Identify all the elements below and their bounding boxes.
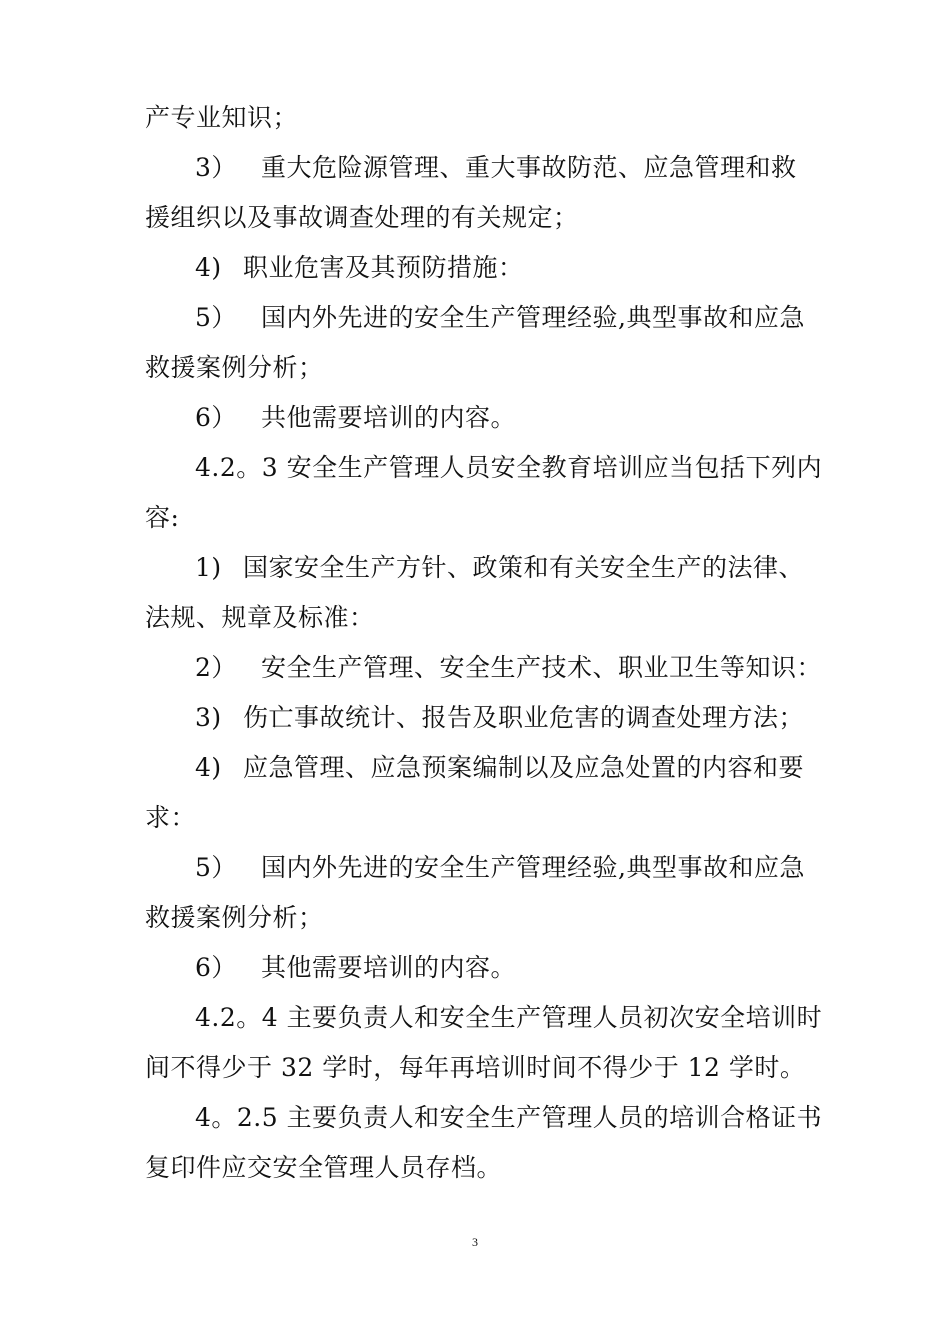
text-line: 间不得少于 32 学时，每年再培训时间不得少于 12 学时。: [145, 1053, 806, 1082]
list-number: 3): [195, 703, 222, 732]
text-line: 求：: [145, 803, 197, 832]
text-line: 复印件应交安全管理人员存档。: [145, 1153, 503, 1182]
section-heading: 4。2.5 主要负责人和安全生产管理人员的培训合格证书: [195, 1103, 823, 1132]
list-number: 5）: [195, 853, 237, 882]
list-item: 4) 应急管理、应急预案编制以及应急处置的内容和要: [195, 753, 805, 782]
text-line: 援组织以及事故调查处理的有关规定；: [145, 203, 579, 232]
list-item: 6） 其他需要培训的内容。: [195, 953, 517, 982]
list-number: 4): [195, 753, 222, 782]
list-item: 4) 职业危害及其预防措施：: [195, 253, 524, 282]
text-line: 容:: [145, 503, 180, 532]
list-number: 3）: [195, 153, 237, 182]
list-item: 2） 安全生产管理、安全生产技术、职业卫生等知识：: [195, 653, 823, 682]
list-item: 3) 伤亡事故统计、报告及职业危害的调查处理方法；: [195, 703, 805, 732]
list-number: 2）: [195, 653, 237, 682]
text-line: 产专业知识；: [145, 103, 299, 132]
list-item: 1) 国家安全生产方针、政策和有关安全生产的法律、: [195, 553, 805, 582]
text-line: 法规、规章及标准：: [145, 603, 375, 632]
section-heading: 4.2。3 安全生产管理人员安全教育培训应当包括下列内: [195, 453, 823, 482]
section-heading: 4.2。4 主要负责人和安全生产管理人员初次安全培训时: [195, 1003, 823, 1032]
list-number: 6）: [195, 953, 237, 982]
list-number: 1): [195, 553, 222, 582]
list-number: 6）: [195, 403, 237, 432]
text-line: 救援案例分析；: [145, 903, 324, 932]
list-item: 5） 国内外先进的安全生产管理经验,典型事故和应急: [195, 303, 805, 332]
list-number: 4): [195, 253, 222, 282]
list-item: 3） 重大危险源管理、重大事故防范、应急管理和救: [195, 153, 797, 182]
list-number: 5）: [195, 303, 237, 332]
text-line: 救援案例分析；: [145, 353, 324, 382]
list-item: 5） 国内外先进的安全生产管理经验,典型事故和应急: [195, 853, 805, 882]
list-item: 6） 共他需要培训的内容。: [195, 403, 517, 432]
page-number: 3: [472, 1235, 478, 1249]
